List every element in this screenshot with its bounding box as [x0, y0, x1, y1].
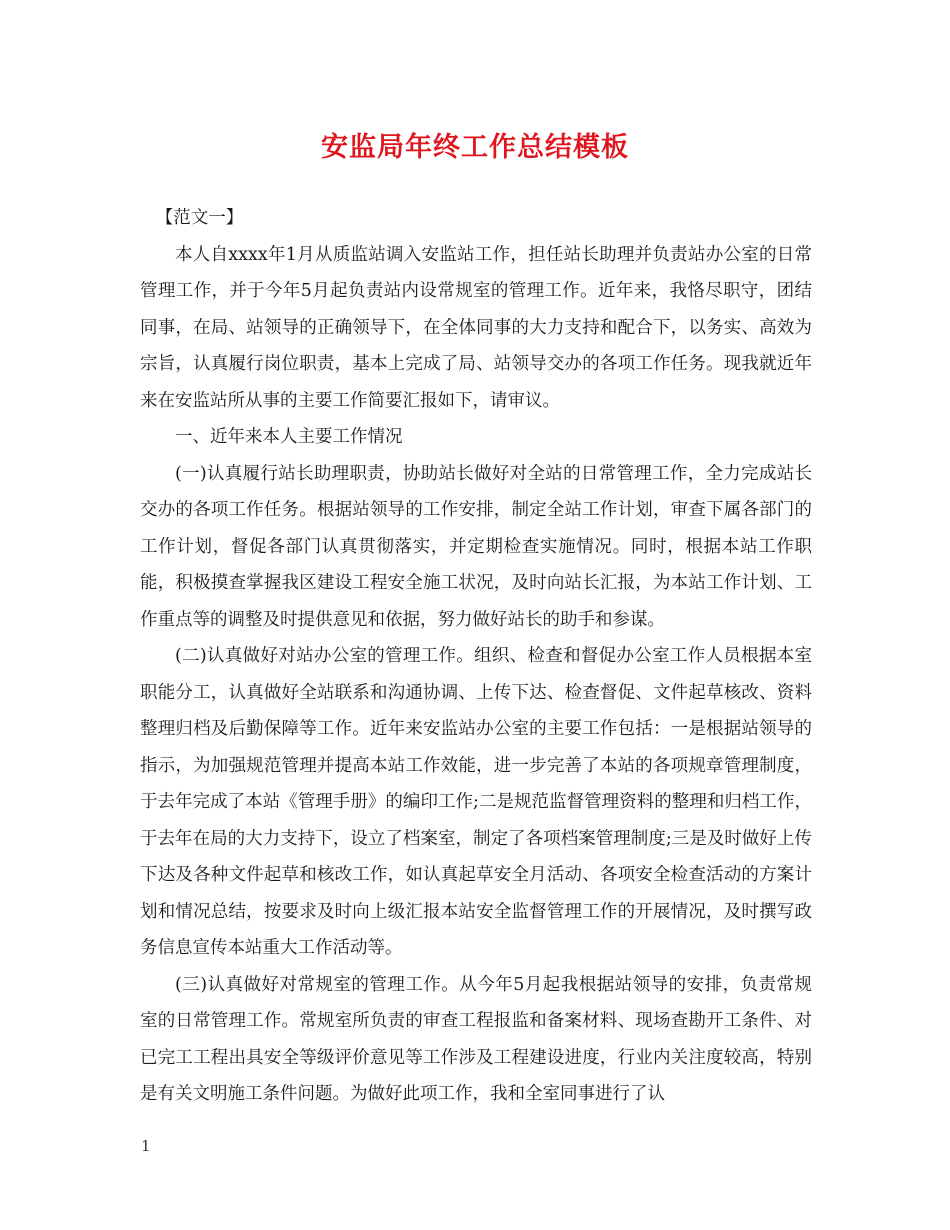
document-body — [140, 200, 812, 1113]
section-heading: 一、近年来本人主要工作情况 — [175, 427, 403, 447]
body-paragraph-1: (一)认真履行站长助理职责，协助站长做好对全站的日常管理工作，全力完成站长交办的各项工作任务。根据站领导的工作安排，制定全站工作计划，审查下属各部门的工作计划，督促各部门认真贯彻落实，并定期检查实施情况。同时，根据本站工作职能，积极摸查掌握我区建设工程安全施工状况，及时向站长汇报，为本站工作计划、工作重点等的调整及时提供意见和依据，努力做好站长的助手和参谋。 — [140, 463, 812, 630]
body-paragraph-3: (三)认真做好对常规室的管理工作。从今年5月起我根据站领导的安排，负责常规室的日常管理工作。常规室所负责的审查工程报监和备案材料、现场查勘开工条件、对已完工工程出具安全等级评价意见等工作涉及工程建设进度，行业内关注度较高，特别是有关文明施工条件问题。为做好此项工作，我和全室同事进行了认 — [140, 974, 812, 1104]
intro-paragraph: 本人自xxxx年1月从质监站调入安监站工作，担任站长助理并负责站办公室的日常管理工作，并于今年5月起负责站内设常规室的管理工作。近年来，我恪尽职守，团结同事，在局、站领导的正确领导下，在全体同事的大力支持和配合下，以务实、高效为宗旨，认真履行岗位职责，基本上完成了局、站领导交办的各项工作任务。现我就近年来在安监站所从事的主要工作简要汇报如下，请审议。 — [140, 244, 812, 411]
document-title: 安监局年终工作总结模板 — [321, 132, 629, 163]
page-number: 1 — [141, 1137, 151, 1155]
body-paragraph-2: (二)认真做好对站办公室的管理工作。组织、检查和督促办公室工作人员根据本室职能分工，认真做好全站联系和沟通协调、上传下达、检查督促、文件起草核改、资料整理归档及后勤保障等工作。近年来安监站办公室的主要工作包括：一是根据站领导的指示，为加强规范管理并提高本站工作效能，进一步完善了本站的各项规章管理制度，于去年完成了本站《管理手册》的编印工作;二是规范监督管理资料的整理和归档工作，于去年在局的大力支持下，设立了档案室，制定了各项档案管理制度;三是及时做好上传下达及各种文件起草和核改工作，如认真起草安全月活动、各项安全检查活动的方案计划和情况总结，按要求及时向上级汇报本站安全监督管理工作的开展情况，及时撰写政务信息宣传本站重大工作活动等。 — [140, 646, 812, 958]
section-label: 【范文一】 — [155, 208, 244, 228]
